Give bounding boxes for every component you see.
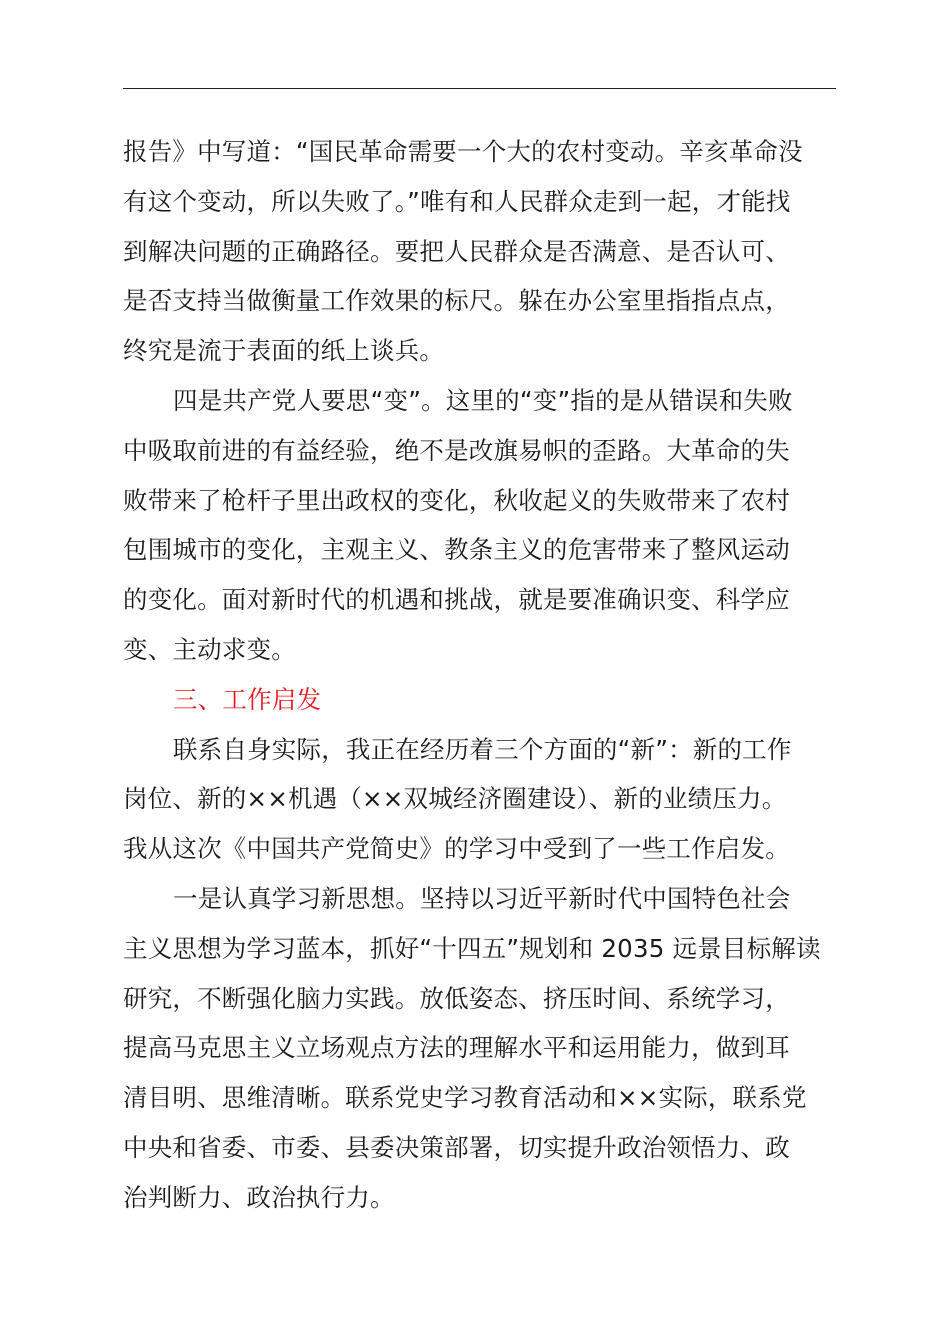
body-text <box>123 127 838 1223</box>
text-line: 的变化。面对新时代的机遇和挑战，就是要准确识变、科学应 <box>123 585 790 615</box>
header-rule <box>123 88 836 89</box>
text-line: 包围城市的变化，主观主义、教条主义的危害带来了整风运动 <box>123 535 790 565</box>
text-line: 有这个变动，所以失败了。”唯有和人民群众走到一起，才能找 <box>123 186 791 216</box>
text-line: 变、主动求变。 <box>123 634 296 664</box>
text-line: 清目明、思维清晰。联系党史学习教育活动和××实际，联系党 <box>123 1083 807 1113</box>
text-line: 中央和省委、市委、县委决策部署，切实提升政治领悟力、政 <box>123 1132 790 1162</box>
text-line: 治判断力、政治执行力。 <box>123 1182 395 1212</box>
paragraph-start-line: 四是共产党人要思“变”。这里的“变”指的是从错误和失败 <box>173 385 793 415</box>
section-heading: 三、工作启发 <box>173 684 322 714</box>
text-line: 中吸取前进的有益经验，绝不是改旗易帜的歪路。大革命的失 <box>123 435 790 465</box>
text-line: 报告》中写道：“国民革命需要一个大的农村变动。辛亥革命没 <box>123 137 803 166</box>
text-line: 败带来了枪杆子里出政权的变化，秋收起义的失败带来了农村 <box>123 485 790 515</box>
text-line: 岗位、新的××机遇（××双城经济圈建设）、新的业绩压力。 <box>123 784 787 814</box>
text-line: 提高马克思主义立场观点方法的理解水平和运用能力，做到耳 <box>123 1033 790 1063</box>
text-line: 到解决问题的正确路径。要把人民群众是否满意、是否认可、 <box>123 236 790 266</box>
paragraph-start-line: 一是认真学习新思想。坚持以习近平新时代中国特色社会 <box>173 883 791 913</box>
text-line: 是否支持当做衡量工作效果的标尺。躲在办公室里指指点点， <box>123 286 790 316</box>
paragraph-start-line: 联系自身实际，我正在经历着三个方面的“新”：新的工作 <box>173 734 792 764</box>
text-line: 主义思想为学习蓝本，抓好“十四五”规划和 2035 远景目标解读 <box>123 933 821 963</box>
text-line: 终究是流于表面的纸上谈兵。 <box>123 336 445 366</box>
text-line: 研究，不断强化脑力实践。放低姿态、挤压时间、系统学习， <box>123 983 790 1013</box>
text-line: 我从这次《中国共产党简史》的学习中受到了一些工作启发。 <box>123 834 790 864</box>
